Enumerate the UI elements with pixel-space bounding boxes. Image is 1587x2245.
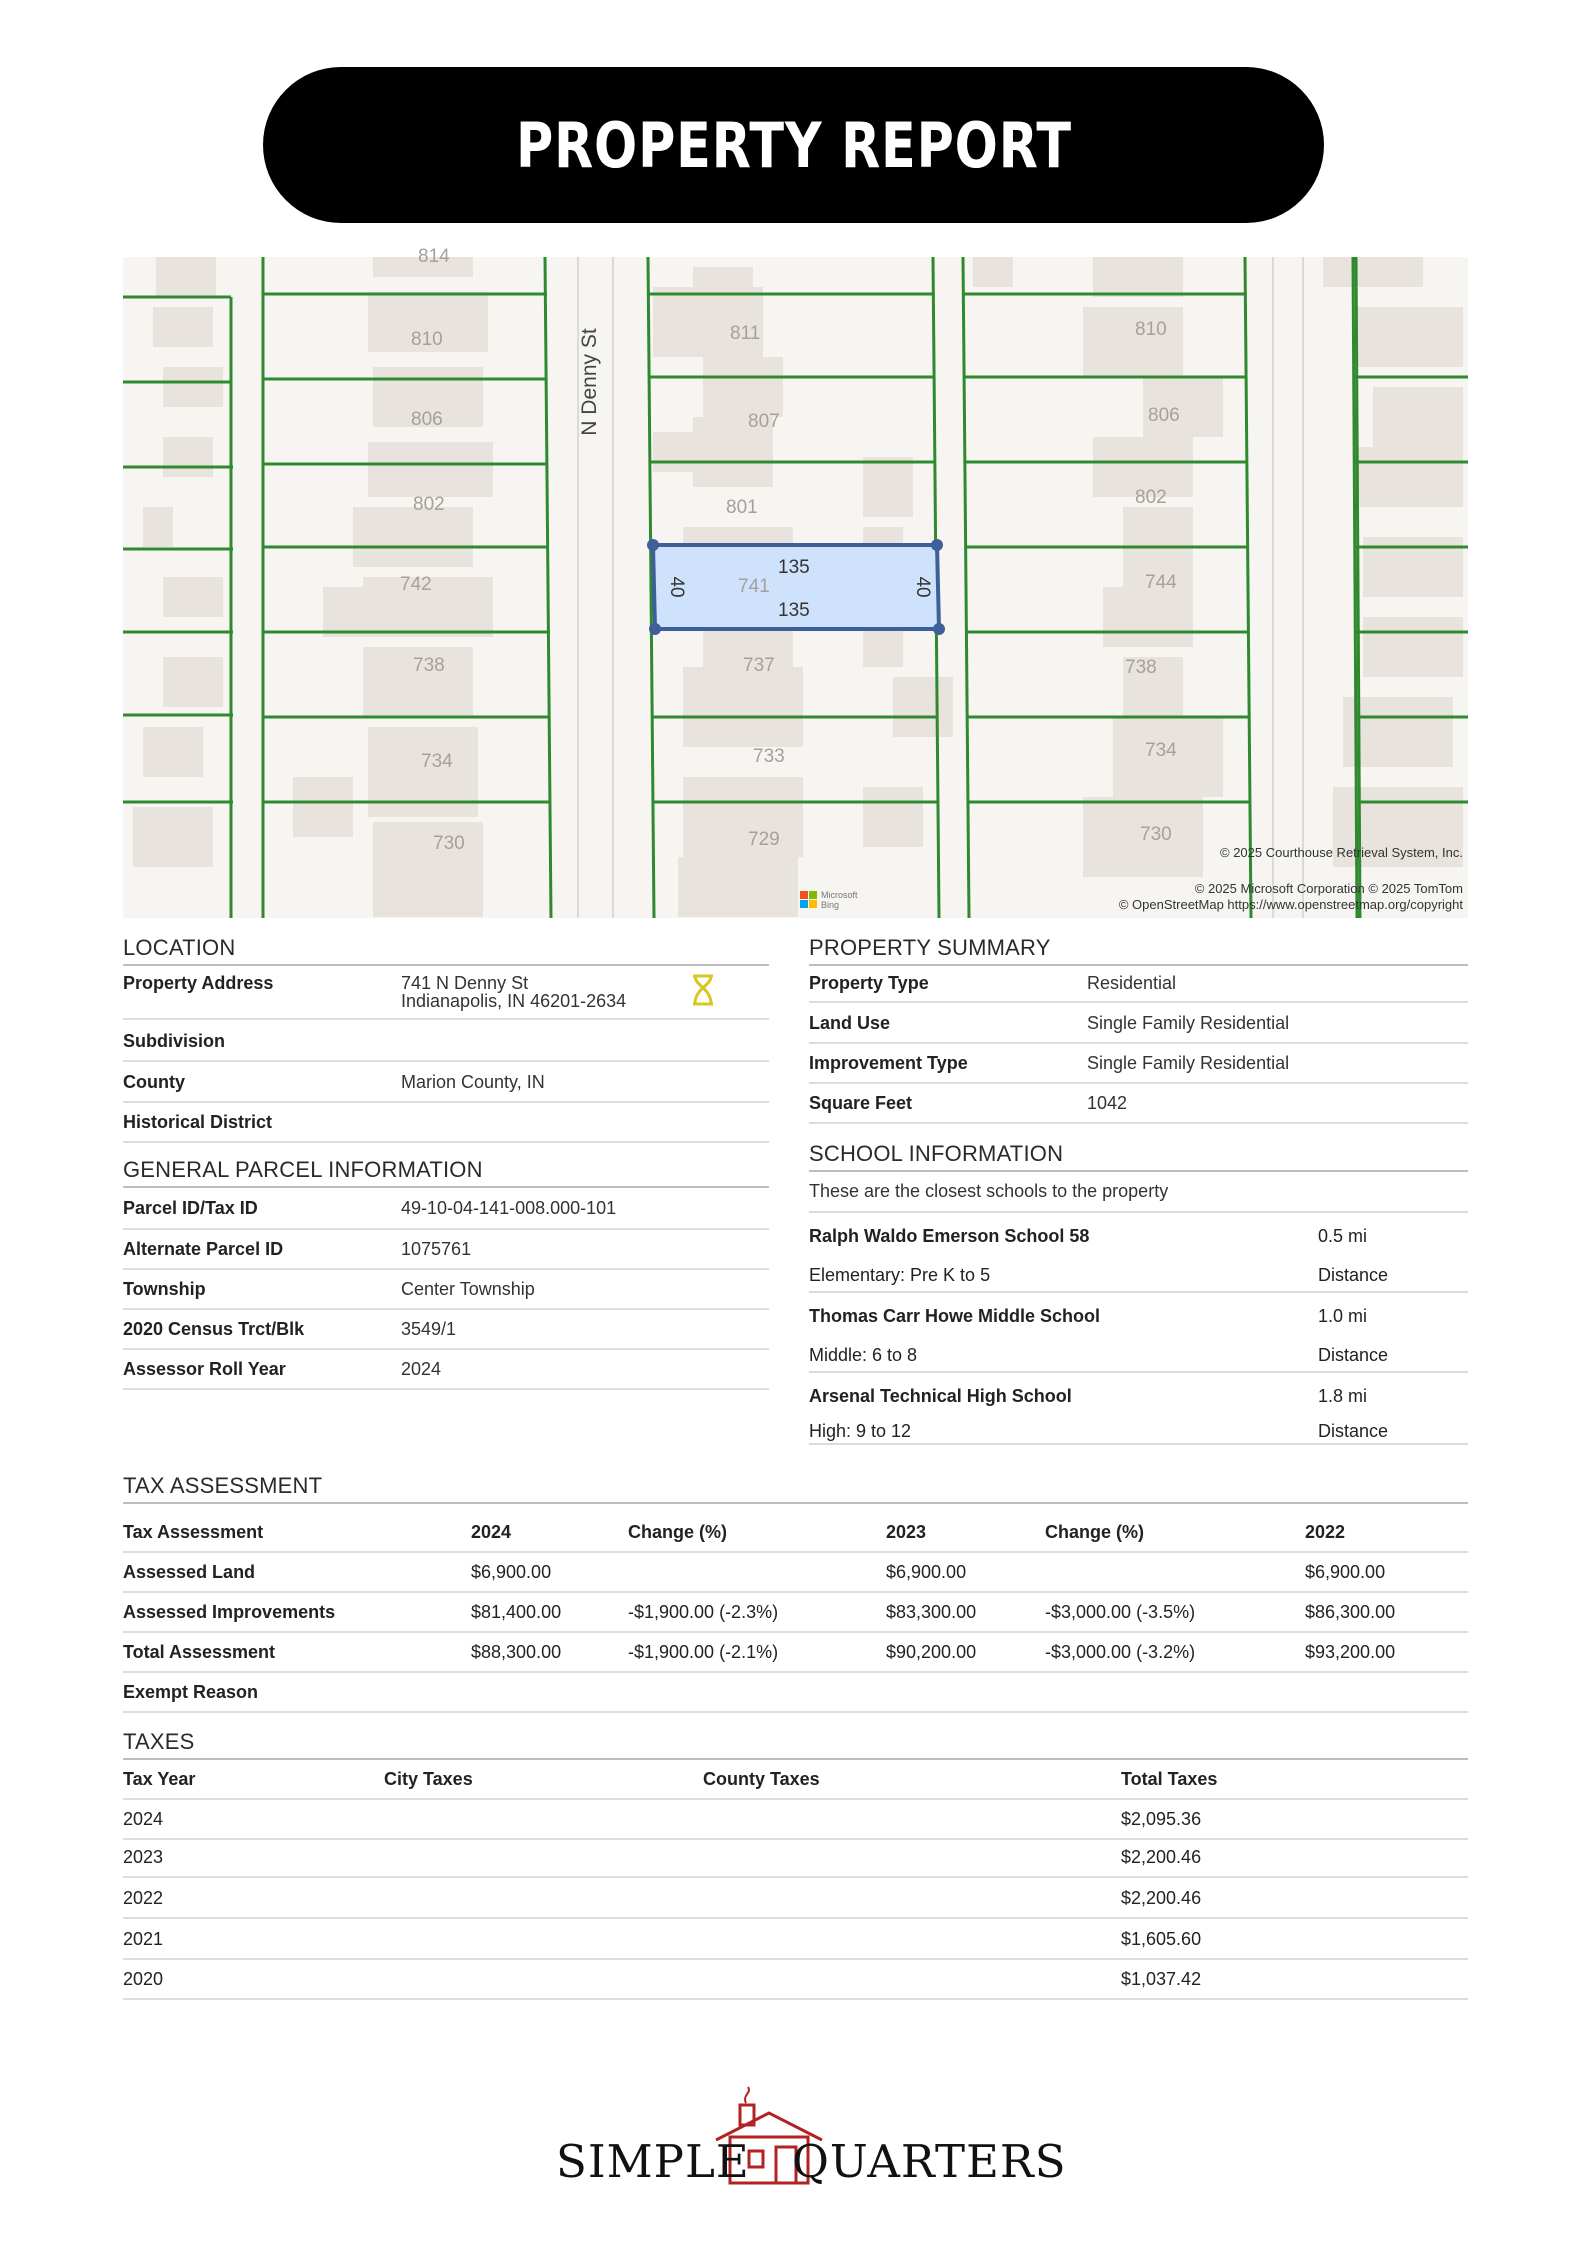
cell: $86,300.00 xyxy=(1305,1602,1396,1622)
property-type-value: Residential xyxy=(1087,973,1177,993)
improvement-type-label: Improvement Type xyxy=(809,1053,968,1073)
col-header: City Taxes xyxy=(384,1769,473,1789)
school-name: Thomas Carr Howe Middle School xyxy=(809,1306,1101,1326)
summary-row xyxy=(809,965,1468,1003)
township-value: Center Township xyxy=(401,1279,535,1299)
table-row xyxy=(123,1920,1468,1960)
school-item xyxy=(809,1373,1468,1445)
copyright-line-3: © OpenStreetMap https://www.openstreetmap.org/copyright xyxy=(1118,897,1463,912)
cell: $2,095.36 xyxy=(1121,1809,1202,1829)
cell: 2023 xyxy=(123,1847,164,1867)
col-header: Tax Year xyxy=(123,1769,196,1789)
county-label: County xyxy=(123,1072,185,1092)
parcel-row xyxy=(123,1310,769,1350)
hourglass-icon xyxy=(691,974,715,1006)
cell: $90,200.00 xyxy=(886,1642,977,1662)
street-label: N Denny St xyxy=(578,328,601,436)
simple-quarters-logo xyxy=(556,2085,1067,2188)
col-header: Tax Assessment xyxy=(123,1522,264,1542)
lot-right-4: 738 xyxy=(1125,657,1157,678)
school-item xyxy=(809,1213,1468,1293)
table-row xyxy=(123,1879,1468,1919)
address-line-1: 741 N Denny St xyxy=(401,973,529,993)
school-name: Arsenal Technical High School xyxy=(809,1386,1072,1406)
land-use-label: Land Use xyxy=(809,1013,891,1033)
roll-year-label: Assessor Roll Year xyxy=(123,1359,286,1379)
report-title: PROPERTY REPORT xyxy=(515,108,1072,182)
lot-right-3: 744 xyxy=(1145,572,1177,593)
table-row xyxy=(123,1960,1468,2000)
parcel-id-label: Parcel ID/Tax ID xyxy=(123,1198,258,1218)
logo-text-right: QUARTERS xyxy=(792,2135,1067,2188)
subdivision-label: Subdivision xyxy=(123,1031,226,1051)
location-heading: LOCATION xyxy=(123,935,769,966)
square-feet-label: Square Feet xyxy=(809,1093,913,1113)
lot-left-5: 738 xyxy=(413,655,445,676)
school-distance-label: Distance xyxy=(1318,1265,1389,1285)
school-distance: 1.8 mi xyxy=(1318,1386,1368,1406)
lot-right-5: 734 xyxy=(1145,740,1177,761)
parcel-row xyxy=(123,1350,769,1390)
cell: 2021 xyxy=(123,1929,164,1949)
property-type-label: Property Type xyxy=(809,973,929,993)
copyright-line-2: © 2025 Microsoft Corporation © 2025 TomTom xyxy=(1194,881,1463,896)
tax-assessment-header-row xyxy=(123,1513,1468,1553)
lot-left-7: 730 xyxy=(433,833,465,854)
summary-row xyxy=(809,1084,1468,1124)
cell: Assessed Land xyxy=(123,1562,256,1582)
lot-right-1: 806 xyxy=(1148,405,1180,426)
lot-right-6: 730 xyxy=(1140,824,1172,845)
cell: -$1,900.00 (-2.3%) xyxy=(628,1602,779,1622)
lot-right-0: 810 xyxy=(1135,319,1167,340)
summary-heading: PROPERTY SUMMARY xyxy=(809,935,1468,966)
roll-year-value: 2024 xyxy=(401,1359,442,1379)
table-row xyxy=(123,1800,1468,1840)
dim-bottom: 135 xyxy=(778,600,810,621)
cell: $1,605.60 xyxy=(1121,1929,1202,1949)
cell: -$1,900.00 (-2.1%) xyxy=(628,1642,779,1662)
logo-svg xyxy=(556,2085,1067,2188)
improvement-type-value: Single Family Residential xyxy=(1087,1053,1290,1073)
school-grade: Elementary: Pre K to 5 xyxy=(809,1265,991,1285)
cell: $1,037.42 xyxy=(1121,1969,1202,1989)
lot-mid-1: 807 xyxy=(748,411,780,432)
square-feet-value: 1042 xyxy=(1087,1093,1128,1113)
lot-mid-4: 737 xyxy=(743,655,775,676)
col-header: 2023 xyxy=(886,1522,927,1542)
col-header: 2024 xyxy=(471,1522,512,1542)
cell: $6,900.00 xyxy=(886,1562,967,1582)
school-grade: High: 9 to 12 xyxy=(809,1421,912,1441)
cell: 2022 xyxy=(123,1888,164,1908)
cell: $6,900.00 xyxy=(471,1562,552,1582)
lot-mid-5: 733 xyxy=(753,746,785,767)
ms-logo-text-1: Microsoft xyxy=(821,890,858,900)
school-distance-label: Distance xyxy=(1318,1421,1389,1441)
parcel-row xyxy=(123,1190,769,1230)
school-distance-label: Distance xyxy=(1318,1345,1389,1365)
cell: $83,300.00 xyxy=(886,1602,977,1622)
lot-left-3: 802 xyxy=(413,494,445,515)
lot-left-4: 742 xyxy=(400,574,432,595)
historical-label: Historical District xyxy=(123,1112,273,1132)
lot-left-2: 806 xyxy=(411,409,443,430)
cell: $6,900.00 xyxy=(1305,1562,1386,1582)
cell: -$3,000.00 (-3.5%) xyxy=(1045,1602,1196,1622)
ms-logo-text-2: Bing xyxy=(821,900,840,910)
location-row-historical xyxy=(123,1103,769,1143)
cell: Total Assessment xyxy=(123,1642,276,1662)
col-header: Total Taxes xyxy=(1121,1769,1218,1789)
location-row-subdivision xyxy=(123,1022,769,1062)
table-row xyxy=(123,1553,1468,1593)
land-use-value: Single Family Residential xyxy=(1087,1013,1290,1033)
tax-assessment-heading: TAX ASSESSMENT xyxy=(123,1473,1468,1504)
lot-mid-2: 801 xyxy=(726,497,758,518)
cell: $2,200.46 xyxy=(1121,1847,1202,1867)
col-header: Change (%) xyxy=(628,1522,727,1542)
parcel-row xyxy=(123,1270,769,1310)
schools-intro-row xyxy=(809,1175,1468,1213)
location-row-address xyxy=(123,970,769,1020)
microsoft-logo-icon xyxy=(800,890,858,910)
report-banner xyxy=(263,67,1324,223)
parcel-map-svg xyxy=(123,246,1468,918)
dim-left: 40 xyxy=(666,576,687,598)
census-value: 3549/1 xyxy=(401,1319,457,1339)
col-header: Change (%) xyxy=(1045,1522,1144,1542)
col-header: County Taxes xyxy=(703,1769,820,1789)
taxes-header-row xyxy=(123,1760,1468,1800)
copyright-line-1: © 2025 Courthouse Retrieval System, Inc. xyxy=(1220,845,1463,860)
taxes-heading: TAXES xyxy=(123,1729,1468,1760)
lot-right-2: 802 xyxy=(1135,487,1167,508)
lot-left-1: 810 xyxy=(411,329,443,350)
table-row xyxy=(123,1673,1468,1713)
cell: $93,200.00 xyxy=(1305,1642,1396,1662)
parcel-id-value: 49-10-04-141-008.000-101 xyxy=(401,1198,617,1218)
alt-parcel-value: 1075761 xyxy=(401,1239,472,1259)
alt-parcel-label: Alternate Parcel ID xyxy=(123,1239,284,1259)
school-item xyxy=(809,1293,1468,1373)
cell: 2024 xyxy=(123,1809,164,1829)
cell: 2020 xyxy=(123,1969,164,1989)
schools-intro: These are the closest schools to the property xyxy=(809,1181,1169,1201)
county-value: Marion County, IN xyxy=(401,1072,545,1092)
cell: Assessed Improvements xyxy=(123,1602,336,1622)
lot-left-6: 734 xyxy=(421,751,453,772)
township-label: Township xyxy=(123,1279,206,1299)
school-distance: 1.0 mi xyxy=(1318,1306,1368,1326)
dim-top: 135 xyxy=(778,557,810,578)
logo-text-left: SIMPLE xyxy=(556,2135,750,2188)
cell: -$3,000.00 (-3.2%) xyxy=(1045,1642,1196,1662)
school-name: Ralph Waldo Emerson School 58 xyxy=(809,1226,1090,1246)
table-row xyxy=(123,1633,1468,1673)
lot-left-0: 814 xyxy=(418,246,450,267)
lot-mid-0: 811 xyxy=(730,323,761,344)
school-distance: 0.5 mi xyxy=(1318,1226,1368,1246)
parcel-row xyxy=(123,1230,769,1270)
col-header: 2022 xyxy=(1305,1522,1346,1542)
table-row xyxy=(123,1593,1468,1633)
cell: $88,300.00 xyxy=(471,1642,562,1662)
schools-heading: SCHOOL INFORMATION xyxy=(809,1141,1468,1172)
lot-mid-6: 729 xyxy=(748,829,780,850)
census-label: 2020 Census Trct/Blk xyxy=(123,1319,305,1339)
summary-row xyxy=(809,1004,1468,1044)
lot-mid-3: 741 xyxy=(738,576,770,597)
summary-row xyxy=(809,1044,1468,1084)
cell: $81,400.00 xyxy=(471,1602,562,1622)
cell: Exempt Reason xyxy=(123,1682,259,1702)
parcel-map[interactable] xyxy=(123,246,1468,918)
dim-right: 40 xyxy=(912,576,933,598)
cell: $2,200.46 xyxy=(1121,1888,1202,1908)
address-line-2: Indianapolis, IN 46201-2634 xyxy=(401,991,627,1011)
school-grade: Middle: 6 to 8 xyxy=(809,1345,918,1365)
table-row xyxy=(123,1838,1468,1878)
location-row-county xyxy=(123,1063,769,1103)
parcel-heading: GENERAL PARCEL INFORMATION xyxy=(123,1157,769,1188)
address-label: Property Address xyxy=(123,973,274,993)
